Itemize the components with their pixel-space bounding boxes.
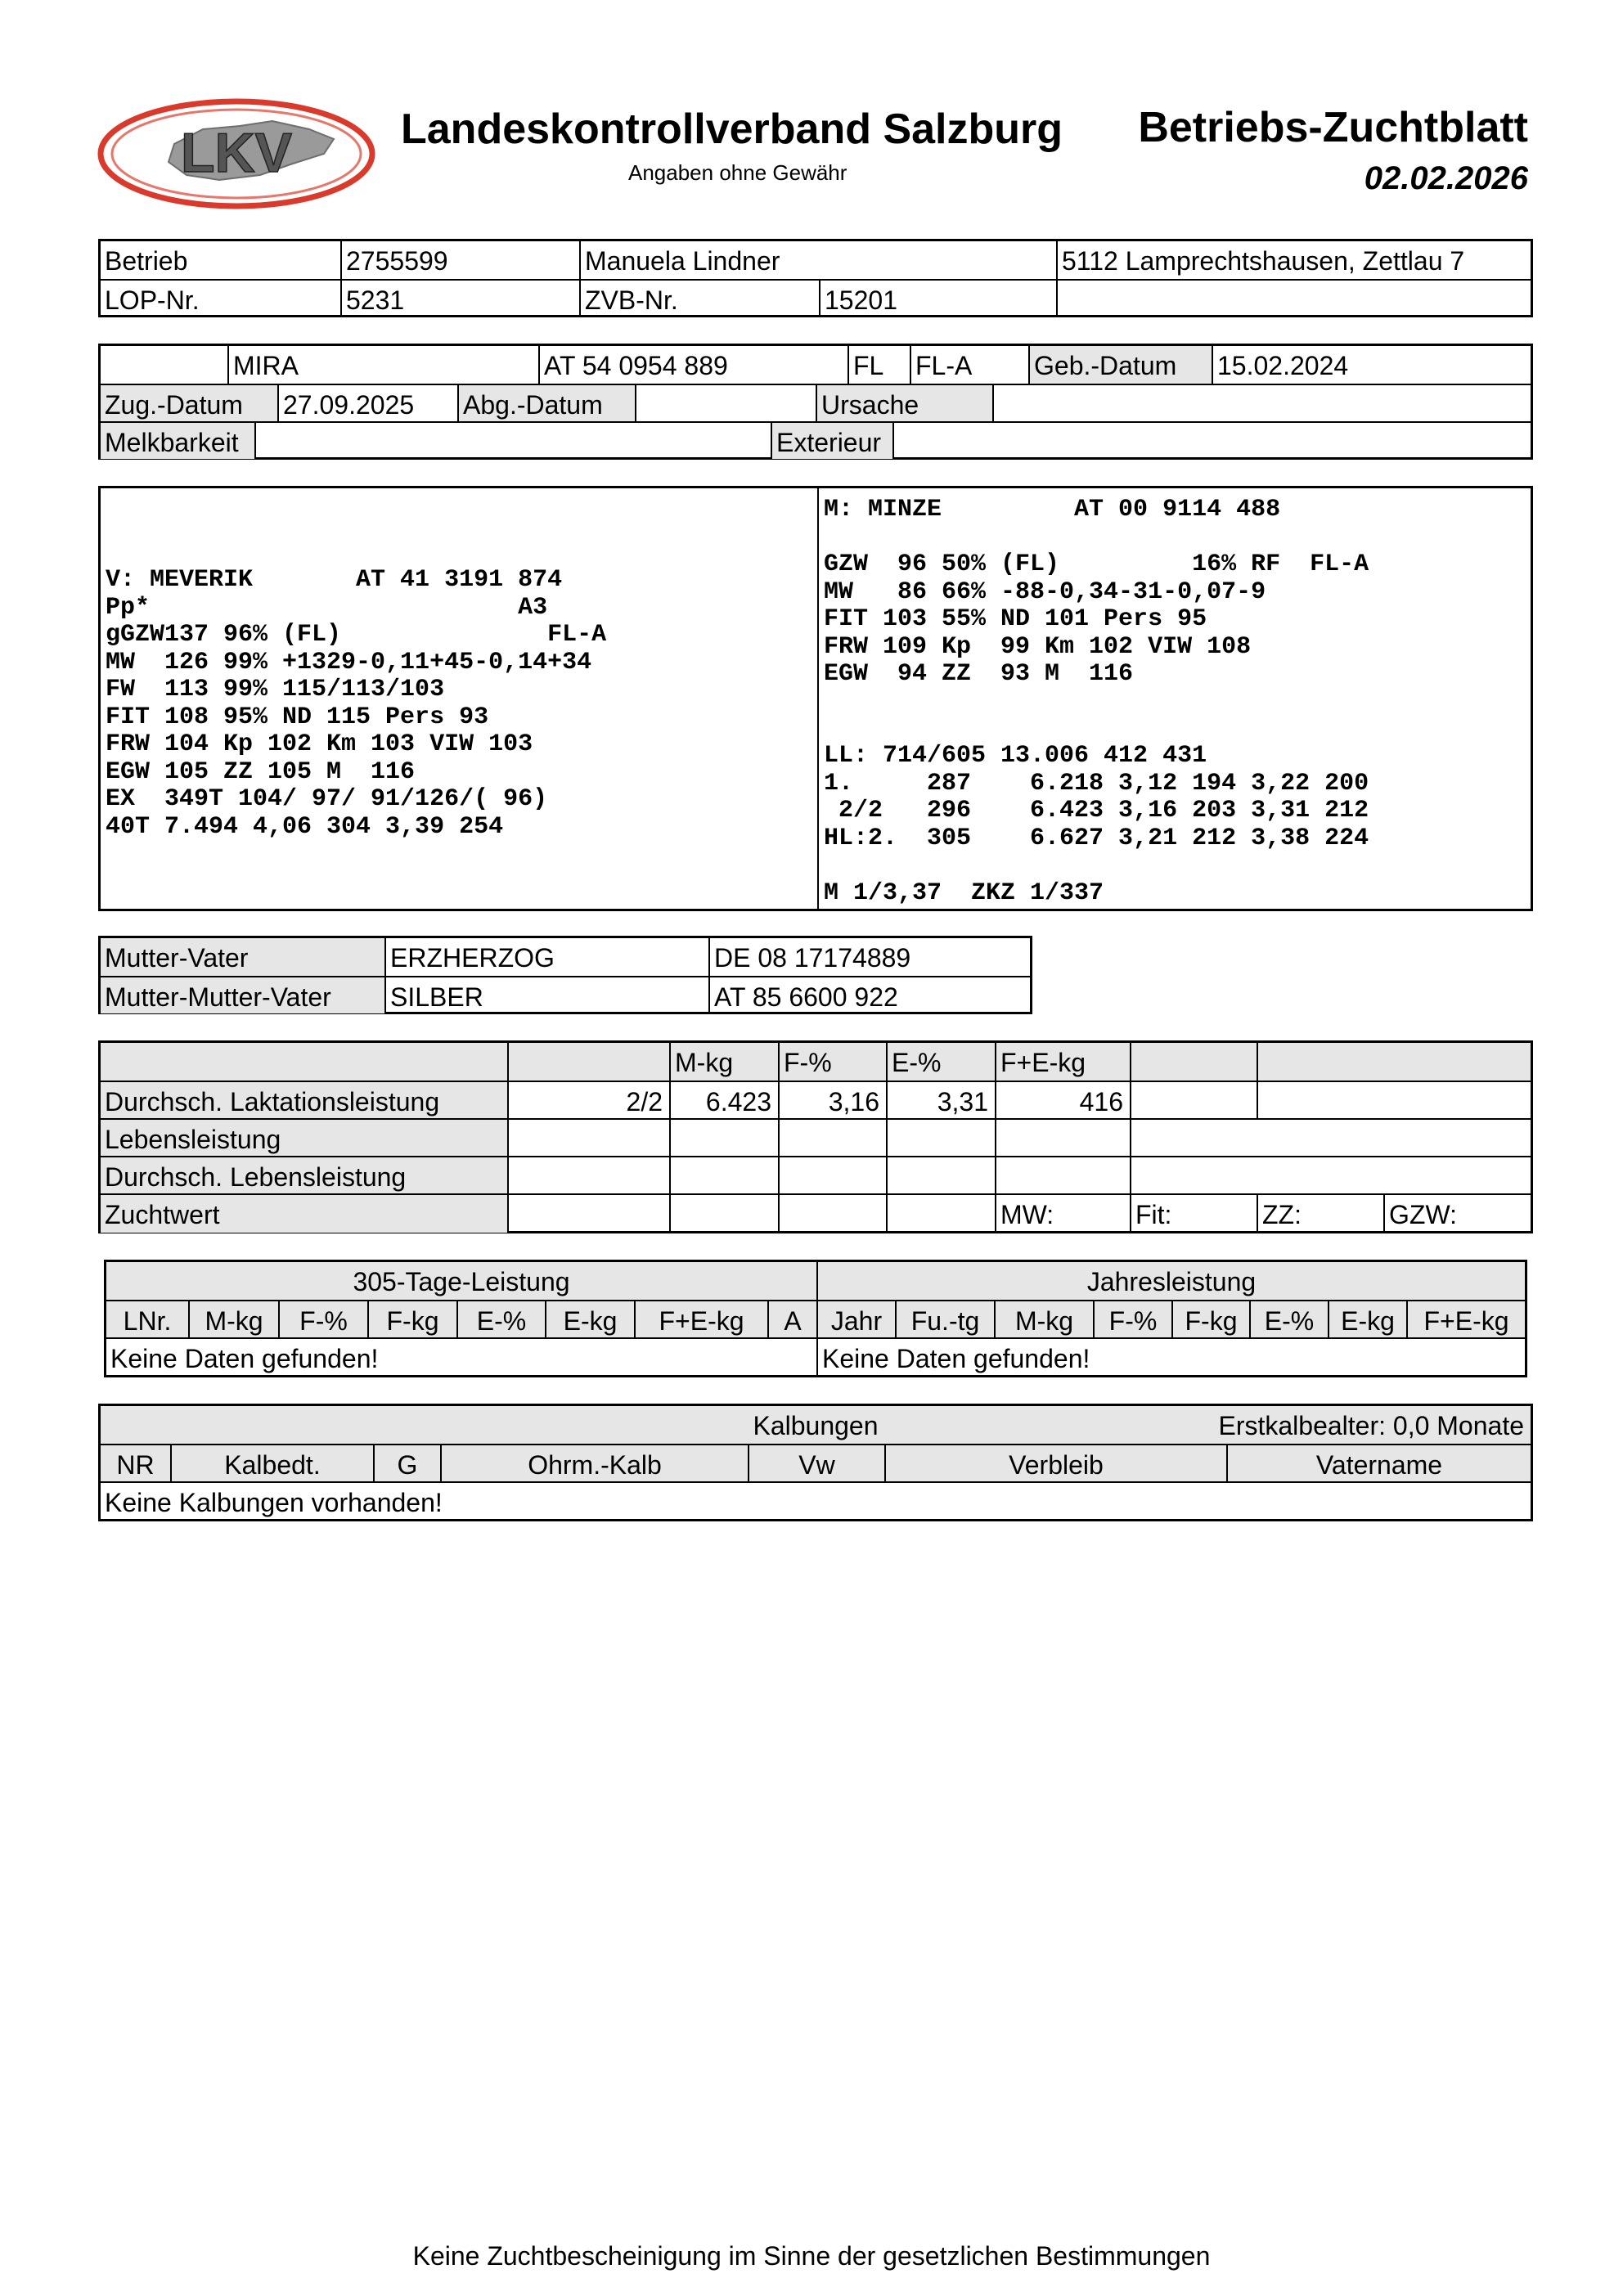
empty-cell (995, 1157, 1130, 1195)
zuchtwert-fit: Fit: (1130, 1195, 1257, 1233)
ancestry-table (98, 936, 1032, 1014)
lop-label: LOP-Nr. (105, 285, 200, 315)
empty-cell (507, 1043, 669, 1081)
ursache-label: Ursache (816, 385, 992, 423)
empty-cell (778, 1195, 886, 1233)
ancestry-label: Mutter-Vater (101, 938, 384, 976)
col-fkg: F-kg (1171, 1301, 1249, 1339)
empty-cell (1130, 1157, 1531, 1195)
sire-line: FIT 108 95% ND 115 Pers 93 (106, 703, 489, 731)
ancestry-label: Mutter-Mutter-Vater (101, 977, 384, 1013)
col-fpct: F-% (278, 1301, 367, 1339)
col-ekg: E-kg (545, 1301, 634, 1339)
col-mkg: M-kg (994, 1301, 1093, 1339)
header-mkg: M-kg (669, 1043, 778, 1081)
ancestry-id: AT 85 6600 922 (708, 977, 1030, 1013)
col-epct: E-% (456, 1301, 545, 1339)
empty-cell (1257, 1082, 1531, 1120)
sire-line: Pp* A3 (106, 593, 548, 622)
exterieur-label: Exterieur (771, 423, 892, 459)
sire-line: 40T 7.494 4,06 304 3,39 254 (106, 812, 504, 841)
pedigree-box (98, 486, 1533, 911)
col-a: A (767, 1301, 816, 1339)
animal-name: MIRA (227, 346, 538, 384)
col-verbleib: Verbleib (884, 1445, 1226, 1483)
empty-cell (507, 1120, 669, 1157)
row-label: Lebensleistung (101, 1120, 507, 1157)
doc-title: Betriebs-Zuchtblatt (1138, 104, 1528, 151)
sire-line: gGZW137 96% (FL) FL-A (106, 621, 607, 649)
abg-datum-label: Abg.-Datum (457, 385, 635, 423)
col-fekg: F+E-kg (634, 1301, 767, 1339)
empty-cell (886, 1120, 995, 1157)
lop-nr: 5231 (340, 281, 579, 317)
org-title: Landeskontrollverband Salzburg (401, 106, 1063, 153)
sire-line: MW 126 99% +1329-0,11+45-0,14+34 (106, 648, 592, 676)
value-fpct: 3,16 (778, 1082, 886, 1120)
sire-line: V: MEVERIK AT 41 3191 874 (106, 566, 563, 594)
empty-cell (507, 1157, 669, 1195)
animal-breed: FL (847, 346, 910, 384)
sire-line: EX 349T 104/ 97/ 91/126/( 96) (106, 785, 548, 813)
empty-cell (1130, 1120, 1531, 1157)
col-ekg: E-kg (1328, 1301, 1406, 1339)
col-fpct: F-% (1093, 1301, 1171, 1339)
col-vw: Vw (748, 1445, 884, 1483)
row-label: Zuchtwert (101, 1195, 507, 1233)
leistung305-title: 305-Tage-Leistung (353, 1267, 570, 1296)
dam-footer: M 1/3,37 ZKZ 1/337 (824, 879, 1104, 907)
kalbungen-empty-message: Keine Kalbungen vorhanden! (105, 1488, 443, 1517)
dam-perf-line: LL: 714/605 13.006 412 431 (824, 742, 1207, 770)
empty-cell (1130, 1043, 1257, 1081)
org-subtitle: Angaben ohne Gewähr (628, 160, 847, 185)
sire-line: EGW 105 ZZ 105 M 116 (106, 757, 416, 786)
col-jahr: Jahr (816, 1301, 895, 1339)
betrieb-nr: 2755599 (340, 241, 579, 279)
empty-cell (101, 346, 227, 384)
kalbungen-table (98, 1404, 1533, 1521)
geb-datum-label: Geb.-Datum (1028, 346, 1212, 384)
dam-perf-line: 1. 287 6.218 3,12 194 3,22 200 (824, 769, 1369, 798)
col-nr: NR (116, 1450, 155, 1480)
leistung-table (104, 1260, 1527, 1377)
zug-datum: 27.09.2025 (277, 385, 457, 423)
row-label: Durchsch. Lebensleistung (101, 1157, 507, 1195)
betrieb-table (98, 239, 1533, 317)
geb-datum: 15.02.2024 (1212, 346, 1531, 384)
col-fekg: F+E-kg (1406, 1301, 1525, 1339)
svg-text:LKV: LKV (181, 122, 292, 184)
dam-header: M: MINZE AT 00 9114 488 (824, 496, 1281, 523)
col-vatername: Vatername (1226, 1445, 1531, 1483)
dam-line: FRW 109 Kp 99 Km 102 VIW 108 (824, 632, 1252, 661)
dam-line: EGW 94 ZZ 93 M 116 (824, 660, 1134, 688)
col-futg: Fu.-tg (895, 1301, 994, 1339)
dam-performance (824, 743, 1369, 852)
melkbarkeit (254, 423, 771, 459)
value-fekg: 416 (995, 1082, 1130, 1120)
empty-cell (101, 1043, 507, 1081)
betrieb-name: Manuela Lindner (579, 241, 1056, 279)
zvb-label: ZVB-Nr. (579, 281, 819, 317)
erstkalbealter: Erstkalbealter: 0,0 Monate (1218, 1411, 1524, 1440)
betrieb-address: 5112 Lamprechtshausen, Zettlau 7 (1056, 241, 1531, 279)
value-epct: 3,31 (886, 1082, 995, 1120)
sire-info (106, 567, 606, 841)
performance-table (98, 1040, 1533, 1233)
lkv-logo (97, 97, 376, 211)
col-lnr: LNr. (123, 1306, 172, 1336)
zug-datum-label: Zug.-Datum (101, 385, 277, 423)
empty-cell (778, 1157, 886, 1195)
betrieb-label: Betrieb (105, 246, 188, 276)
lactation-count: 2/2 (507, 1082, 669, 1120)
melkbarkeit-label: Melkbarkeit (101, 423, 254, 459)
col-mkg: M-kg (188, 1301, 278, 1339)
dam-perf-line: 2/2 296 6.423 3,16 203 3,31 212 (824, 797, 1369, 824)
dam-line: MW 86 66% -88-0,34-31-0,07-9 (824, 577, 1266, 606)
kalbungen-title: Kalbungen (753, 1411, 879, 1440)
ancestry-id: DE 08 17174889 (708, 938, 1030, 976)
animal-table (98, 344, 1533, 460)
animal-ear-tag: AT 54 0954 889 (538, 346, 847, 384)
animal-breed-code: FL-A (910, 346, 1028, 384)
zuchtwert-gzw: GZW: (1383, 1195, 1531, 1233)
dam-line: GZW 96 50% (FL) 16% RF FL-A (824, 550, 1369, 578)
empty-cell (886, 1157, 995, 1195)
zuchtwert-zz: ZZ: (1257, 1195, 1383, 1233)
row-label: Durchsch. Laktationsleistung (101, 1082, 507, 1120)
empty-cell (1130, 1082, 1257, 1120)
footer-note: Keine Zuchtbescheinigung im Sinne der gesetzlichen Bestimmungen (412, 2241, 1211, 2271)
col-ohrm-kalb: Ohrm.-Kalb (440, 1445, 748, 1483)
empty-cell (507, 1195, 669, 1233)
abg-datum (635, 385, 816, 423)
empty-cell (778, 1120, 886, 1157)
zuchtwert-mw: MW: (995, 1195, 1130, 1233)
exterieur (892, 423, 1531, 459)
jahresleistung-title: Jahresleistung (816, 1262, 1525, 1300)
ancestry-name: ERZHERZOG (384, 938, 708, 976)
col-fkg: F-kg (367, 1301, 456, 1339)
empty-cell (1056, 281, 1531, 317)
sire-line: FRW 104 Kp 102 Km 103 VIW 103 (106, 730, 533, 758)
header-fpct: F-% (778, 1043, 886, 1081)
empty-cell (995, 1120, 1130, 1157)
header-epct: E-% (886, 1043, 995, 1081)
ancestry-name: SILBER (384, 977, 708, 1013)
empty-cell (669, 1195, 778, 1233)
empty-cell (886, 1195, 995, 1233)
header-fekg: F+E-kg (995, 1043, 1130, 1081)
doc-date: 02.02.2026 (1364, 160, 1528, 196)
dam-breeding-values (824, 551, 1369, 689)
empty-cell (669, 1120, 778, 1157)
col-epct: E-% (1249, 1301, 1328, 1339)
empty-cell (669, 1157, 778, 1195)
empty-cell (1257, 1043, 1531, 1081)
leistung305-empty-message: Keine Daten gefunden! (110, 1344, 379, 1373)
col-g: G (373, 1445, 440, 1483)
dam-line: FIT 103 55% ND 101 Pers 95 (824, 605, 1207, 633)
dam-perf-line: HL:2. 305 6.627 3,21 212 3,38 224 (824, 824, 1369, 852)
col-kalbedt: Kalbedt. (170, 1445, 373, 1483)
sire-line: FW 113 99% 115/113/103 (106, 676, 445, 703)
value-mkg: 6.423 (669, 1082, 778, 1120)
jahresleistung-empty-message: Keine Daten gefunden! (816, 1339, 1525, 1377)
zvb-nr: 15201 (819, 281, 1056, 317)
ursache (992, 385, 1531, 423)
